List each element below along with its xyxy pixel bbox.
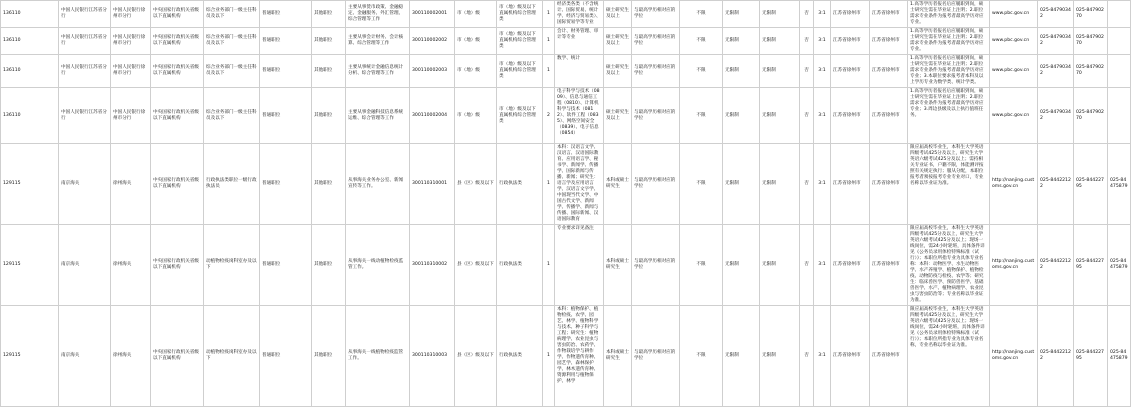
- note-cell: 限应届高校毕业生，本科生大学英语四级考试425分及以上，研究生大学英语六级考试425分及以上；需持相关专业证书，户籍不限，体能测评按照有关规定执行；服从分配，本职位报考者须按报考专业专业对口，专业名称以毕业证为准。: [908, 144, 990, 225]
- grassroots-cell: 无限制: [760, 225, 800, 306]
- degree-cell: 与最高学历相对应的学位: [632, 144, 680, 225]
- dept-name-cell: 南京海关: [59, 144, 111, 225]
- dept-code-cell: 129115: [1, 144, 59, 225]
- note-cell: 1.高等学历者报名后应履职到岗，硕士研究生需在毕业证上注明；2.职位需求专业条件为报考者最高学历对应专业；3.周边县级及以上执行值班任务。: [908, 88, 990, 144]
- exam-category-cell: 市（地）级及以下直属机构综合管理类: [497, 1, 543, 28]
- note-cell: 限应届高校毕业生，本科生大学英语四级考试425分及以上，研究生大学英语六级考试425分及以上；现场一线岗位，需24小时轮班，具体条件详见《公务员录用体检特殊标准（试行）》；本职位所指专业为具体专业名称：本科：动物医学、水生动物医学、水产养殖学、植物保护、植物检疫、动物防疫与检疫、农学等；研究生：临床兽医学、预防兽医学、基础兽医学、水产、植物病理学、农业昆虫与害虫防治等；专业名称以毕业证为准。: [908, 225, 990, 306]
- degree-cell: 与最高学历相对应的学位: [632, 225, 680, 306]
- exam-category-cell: 行政执法类: [497, 225, 543, 306]
- position-name-cell: 综合业务部门一级主任科员及以下: [204, 1, 260, 28]
- phone-3-cell: [1108, 55, 1131, 88]
- work-years-cell: 无限制: [723, 144, 760, 225]
- exam-category-cell: 市（地）级及以下直属机构综合管理类: [497, 28, 543, 55]
- website-cell: www.pbc.gov.cn: [990, 1, 1038, 28]
- org-level-cell: 中央国家行政机关省级以下直属机构: [151, 306, 204, 407]
- phone-1-cell: 025-84790342: [1038, 28, 1074, 55]
- major-cell: 电子科学与技术（0809）、信息与通信工程（0810）、计算机科学与技术（0812）、软件工程（0835）、网络空间安全（0839）、电子信息（0854）: [555, 88, 604, 144]
- work-years-cell: 无限制: [723, 55, 760, 88]
- grassroots-cell: 无限制: [760, 144, 800, 225]
- ratio-cell: 3:1: [814, 306, 831, 407]
- org-level-cell: 中央国家行政机关省级以下直属机构: [151, 55, 204, 88]
- note-cell: 1.高等学历者报名后应履职到岗，硕士研究生需在毕业证上注明；2.职位需求专业条件为报考者最高学历对应专业。: [908, 28, 990, 55]
- grassroots-cell: 无限制: [760, 306, 800, 407]
- table-row: [1, 55, 1131, 88]
- work-city-cell: 江苏省徐州市: [831, 225, 870, 306]
- position-name-cell: 行政执法类职位一级行政执法员: [204, 144, 260, 225]
- table-row: [1, 88, 1131, 144]
- position-type-cell: 普通职位: [260, 1, 312, 28]
- ratio-cell: 3:1: [814, 1, 831, 28]
- settle-place-cell: 江苏省徐州市: [870, 28, 908, 55]
- dept-code-cell: 136110: [1, 88, 59, 144]
- org-layer-cell: 市（地）级: [455, 88, 497, 144]
- phone-1-cell: 025-84790342: [1038, 55, 1074, 88]
- settle-place-cell: 江苏省徐州市: [870, 225, 908, 306]
- education-cell: 本科或硕士研究生: [604, 306, 632, 407]
- position-intro-cell: 从事海关业务办公室、新闻宣传等工作。: [346, 144, 410, 225]
- education-cell: 硕士研究生及以上: [604, 55, 632, 88]
- recruit-count-cell: 1: [543, 28, 555, 55]
- position-code-cell: 300110002004: [410, 88, 455, 144]
- position-name-cell: 综合业务部门一级主任科员及以下: [204, 28, 260, 55]
- phone-1-cell: 025-84422122: [1038, 144, 1074, 225]
- org-level-cell: 中央国家行政机关省级以下直属机构: [151, 1, 204, 28]
- exam-category-cell: 行政执法类: [497, 306, 543, 407]
- position-name-cell: 动植物检疫岗科室办及以下: [204, 225, 260, 306]
- ratio-cell: 3:1: [814, 144, 831, 225]
- phone-2-cell: 025-84790270: [1074, 28, 1108, 55]
- ratio-cell: 3:1: [814, 55, 831, 88]
- phone-1-cell: 025-84790342: [1038, 1, 1074, 28]
- phone-2-cell: 025-84422795: [1074, 225, 1108, 306]
- political-cell: 不限: [680, 55, 723, 88]
- degree-cell: 与最高学历相对应的学位: [632, 28, 680, 55]
- unit-name-cell: 徐州海关: [111, 144, 151, 225]
- position-intro-cell: 主要从事金融科技信息系统运维、综合管理等工作: [346, 88, 410, 144]
- org-level-cell: 中央国家行政机关省级以下直属机构: [151, 225, 204, 306]
- settle-place-cell: 江苏省徐州市: [870, 55, 908, 88]
- political-cell: 不限: [680, 28, 723, 55]
- political-cell: 不限: [680, 306, 723, 407]
- position-code-cell: 300110002001: [410, 1, 455, 28]
- degree-cell: 与最高学历相对应的学位: [632, 1, 680, 28]
- org-level-cell: 中央国家行政机关省级以下直属机构: [151, 144, 204, 225]
- exam-category-cell: 市（地）级及以下直属机构综合管理类: [497, 55, 543, 88]
- position-name-cell: 综合业务部门一级主任科员及以下: [204, 55, 260, 88]
- grassroots-cell: 无限制: [760, 55, 800, 88]
- org-layer-cell: 市（地）级: [455, 55, 497, 88]
- major-cell: 经济类各类（不含统计、国际贸易、统计学、经济与贸易类）、国际贸易学等专业: [555, 1, 604, 28]
- dept-name-cell: 南京海关: [59, 306, 111, 407]
- grassroots-cell: 无限制: [760, 28, 800, 55]
- phone-2-cell: 025-84422795: [1074, 144, 1108, 225]
- recruit-count-cell: 1: [543, 1, 555, 28]
- table-row: [1, 306, 1131, 407]
- position-code-cell: 300110310003: [410, 306, 455, 407]
- degree-cell: 与最高学历相对应的学位: [632, 55, 680, 88]
- unit-name-cell: 徐州海关: [111, 225, 151, 306]
- position-intro-cell: 从事海关一线植物检疫监管工作。: [346, 306, 410, 407]
- position-type-cell: 普通职位: [260, 306, 312, 407]
- recruit-count-cell: 1: [543, 225, 555, 306]
- position-type-cell: 普通职位: [260, 88, 312, 144]
- work-city-cell: 江苏省徐州市: [831, 28, 870, 55]
- grassroots-cell: 无限制: [760, 88, 800, 144]
- recruit-count-cell: 1: [543, 306, 555, 407]
- pro-test-cell: 否: [800, 225, 814, 306]
- work-years-cell: 无限制: [723, 225, 760, 306]
- pro-test-cell: 否: [800, 144, 814, 225]
- unit-name-cell: 徐州海关: [111, 306, 151, 407]
- work-years-cell: 无限制: [723, 88, 760, 144]
- website-cell: http://nanjing.customs.gov.cn: [990, 225, 1038, 306]
- website-cell: http://nanjing.customs.gov.cn: [990, 306, 1038, 407]
- website-cell: http://nanjing.customs.gov.cn: [990, 144, 1038, 225]
- position-code-cell: 300110310001: [410, 144, 455, 225]
- position-type-cell: 普通职位: [260, 144, 312, 225]
- position-attr-cell: 其他职位: [312, 28, 346, 55]
- work-city-cell: 江苏省徐州市: [831, 88, 870, 144]
- dept-name-cell: 中国人民银行江苏省分行: [59, 28, 111, 55]
- position-attr-cell: 其他职位: [312, 88, 346, 144]
- major-cell: 本科：汉语言文学、汉语言、汉语国际教育、应用语言学、秘书学、新闻学、传播学、国际新闻与传播、新闻；研究生：语言学及应用语言学、汉语言文字学、中国现当代文学、中国古代文学、新闻学、传播学、新闻与传播、国际新闻、汉语国际教育: [555, 144, 604, 225]
- unit-name-cell: 中国人民银行徐州市分行: [111, 28, 151, 55]
- work-years-cell: 无限制: [723, 28, 760, 55]
- table-row: [1, 225, 1131, 306]
- dept-name-cell: 中国人民银行江苏省分行: [59, 1, 111, 28]
- unit-name-cell: 中国人民银行徐州市分行: [111, 1, 151, 28]
- settle-place-cell: 江苏省徐州市: [870, 306, 908, 407]
- phone-3-cell: 025-84475879: [1108, 306, 1131, 407]
- settle-place-cell: 江苏省徐州市: [870, 1, 908, 28]
- political-cell: 不限: [680, 144, 723, 225]
- pro-test-cell: 否: [800, 1, 814, 28]
- phone-1-cell: 025-84422122: [1038, 225, 1074, 306]
- education-cell: 硕士研究生及以上: [604, 88, 632, 144]
- position-intro-cell: 主要从事货币政策、金融稳定、金融服务、外汇管理、综合管理等工作: [346, 1, 410, 28]
- phone-2-cell: 025-84422795: [1074, 306, 1108, 407]
- table-row: [1, 1, 1131, 28]
- phone-2-cell: 025-84790270: [1074, 1, 1108, 28]
- work-city-cell: 江苏省徐州市: [831, 144, 870, 225]
- degree-cell: 与最高学历相对应的学位: [632, 306, 680, 407]
- education-cell: 硕士研究生及以上: [604, 1, 632, 28]
- political-cell: 不限: [680, 88, 723, 144]
- political-cell: 不限: [680, 225, 723, 306]
- org-layer-cell: 市（地）级: [455, 28, 497, 55]
- major-cell: 会计、财务管理、审计等专业: [555, 28, 604, 55]
- phone-3-cell: [1108, 88, 1131, 144]
- dept-name-cell: 南京海关: [59, 225, 111, 306]
- recruit-count-cell: 1: [543, 55, 555, 88]
- position-intro-cell: 主要从事会计财务、会计核算、综合管理等工作: [346, 28, 410, 55]
- position-attr-cell: 其他职位: [312, 55, 346, 88]
- education-cell: 硕士研究生及以上: [604, 28, 632, 55]
- website-cell: www.pbc.gov.cn: [990, 28, 1038, 55]
- phone-2-cell: 025-84790270: [1074, 55, 1108, 88]
- website-cell: www.pbc.gov.cn: [990, 88, 1038, 144]
- org-level-cell: 中央国家行政机关省级以下直属机构: [151, 88, 204, 144]
- phone-3-cell: [1108, 28, 1131, 55]
- note-cell: 1.高等学历者报名后应履职到岗，硕士研究生需在毕业证上注明；2.职位需求专业条件为报考者最高学历对应专业；3.本职位要求报考者本科及以上学历专业为数学类、统计学类。: [908, 55, 990, 88]
- pro-test-cell: 否: [800, 88, 814, 144]
- unit-name-cell: 中国人民银行徐州市分行: [111, 88, 151, 144]
- position-attr-cell: 其他职位: [312, 144, 346, 225]
- work-years-cell: 无限制: [723, 306, 760, 407]
- work-years-cell: 无限制: [723, 1, 760, 28]
- position-intro-cell: 从事海关一线动植物检疫监管工作。: [346, 225, 410, 306]
- unit-name-cell: 中国人民银行徐州市分行: [111, 55, 151, 88]
- phone-3-cell: 025-84475879: [1108, 144, 1131, 225]
- position-type-cell: 普通职位: [260, 225, 312, 306]
- dept-code-cell: 136110: [1, 55, 59, 88]
- position-intro-cell: 主要从事统计金融信息统计分析、综合管理等工作: [346, 55, 410, 88]
- major-cell: 数学、统计: [555, 55, 604, 88]
- work-city-cell: 江苏省徐州市: [831, 55, 870, 88]
- settle-place-cell: 江苏省徐州市: [870, 144, 908, 225]
- dept-code-cell: 136110: [1, 28, 59, 55]
- position-type-cell: 普通职位: [260, 28, 312, 55]
- position-name-cell: 综合业务部门一级主任科员及以下: [204, 88, 260, 144]
- dept-code-cell: 129115: [1, 225, 59, 306]
- recruit-count-cell: 1: [543, 144, 555, 225]
- work-city-cell: 江苏省徐州市: [831, 1, 870, 28]
- dept-name-cell: 中国人民银行江苏省分行: [59, 88, 111, 144]
- pro-test-cell: 否: [800, 28, 814, 55]
- position-name-cell: 动植物检疫岗科室办及以下: [204, 306, 260, 407]
- org-layer-cell: 县（区）级及以下: [455, 225, 497, 306]
- position-code-cell: 300110002003: [410, 55, 455, 88]
- dept-name-cell: 中国人民银行江苏省分行: [59, 55, 111, 88]
- exam-category-cell: 行政执法类: [497, 144, 543, 225]
- org-layer-cell: 县（区）级及以下: [455, 144, 497, 225]
- org-layer-cell: 市（地）级: [455, 1, 497, 28]
- phone-3-cell: 025-84475879: [1108, 225, 1131, 306]
- table-row: [1, 144, 1131, 225]
- ratio-cell: 3:1: [814, 28, 831, 55]
- phone-1-cell: 025-84422122: [1038, 306, 1074, 407]
- degree-cell: 与最高学历相对应的学位: [632, 88, 680, 144]
- settle-place-cell: 江苏省徐州市: [870, 88, 908, 144]
- ratio-cell: 3:1: [814, 225, 831, 306]
- position-attr-cell: 其他职位: [312, 1, 346, 28]
- phone-2-cell: 025-84790270: [1074, 88, 1108, 144]
- dept-code-cell: 129115: [1, 306, 59, 407]
- exam-category-cell: 市（地）级及以下直属机构综合管理类: [497, 88, 543, 144]
- phone-3-cell: [1108, 1, 1131, 28]
- dept-code-cell: 136110: [1, 1, 59, 28]
- org-level-cell: 中央国家行政机关省级以下直属机构: [151, 28, 204, 55]
- recruit-count-cell: 2: [543, 88, 555, 144]
- note-cell: 1.高等学历者报名后应履职到岗，硕士研究生需在毕业证上注明；2.职位需求专业条件为报考者最高学历对应专业。: [908, 1, 990, 28]
- org-layer-cell: 县（区）级及以下: [455, 306, 497, 407]
- note-cell: 限应届高校毕业生，本科生大学英语四级考试425分及以上，研究生大学英语六级考试425分及以上；现场一线岗位，需24小时轮班，具体条件详见《公务员录用体检特殊标准（试行）》；本职位所指专业为具体专业名称，专业名称以毕业证为准。: [908, 306, 990, 407]
- position-type-cell: 普通职位: [260, 55, 312, 88]
- pro-test-cell: 否: [800, 306, 814, 407]
- grassroots-cell: 无限制: [760, 1, 800, 28]
- education-cell: 本科或硕士研究生: [604, 225, 632, 306]
- work-city-cell: 江苏省徐州市: [831, 306, 870, 407]
- ratio-cell: 3:1: [814, 88, 831, 144]
- position-code-cell: 300110310002: [410, 225, 455, 306]
- political-cell: 不限: [680, 1, 723, 28]
- phone-1-cell: 025-84790342: [1038, 88, 1074, 144]
- pro-test-cell: 否: [800, 55, 814, 88]
- table-row: [1, 28, 1131, 55]
- website-cell: www.pbc.gov.cn: [990, 55, 1038, 88]
- position-attr-cell: 其他职位: [312, 225, 346, 306]
- position-attr-cell: 其他职位: [312, 306, 346, 407]
- major-cell: 专业要求详见备注: [555, 225, 604, 306]
- education-cell: 本科或硕士研究生: [604, 144, 632, 225]
- major-cell: 本科：植物保护、植物检疫、农学、园艺、林学、植物科学与技术、种子科学与工程；研究生：植物病理学、农业昆虫与害虫防治、农药学、作物栽培学与耕作学、作物遗传育种、园艺学、森林保护学、林木遗传育种、资源利用与植物保护、林学: [555, 306, 604, 407]
- position-code-cell: 300110002002: [410, 28, 455, 55]
